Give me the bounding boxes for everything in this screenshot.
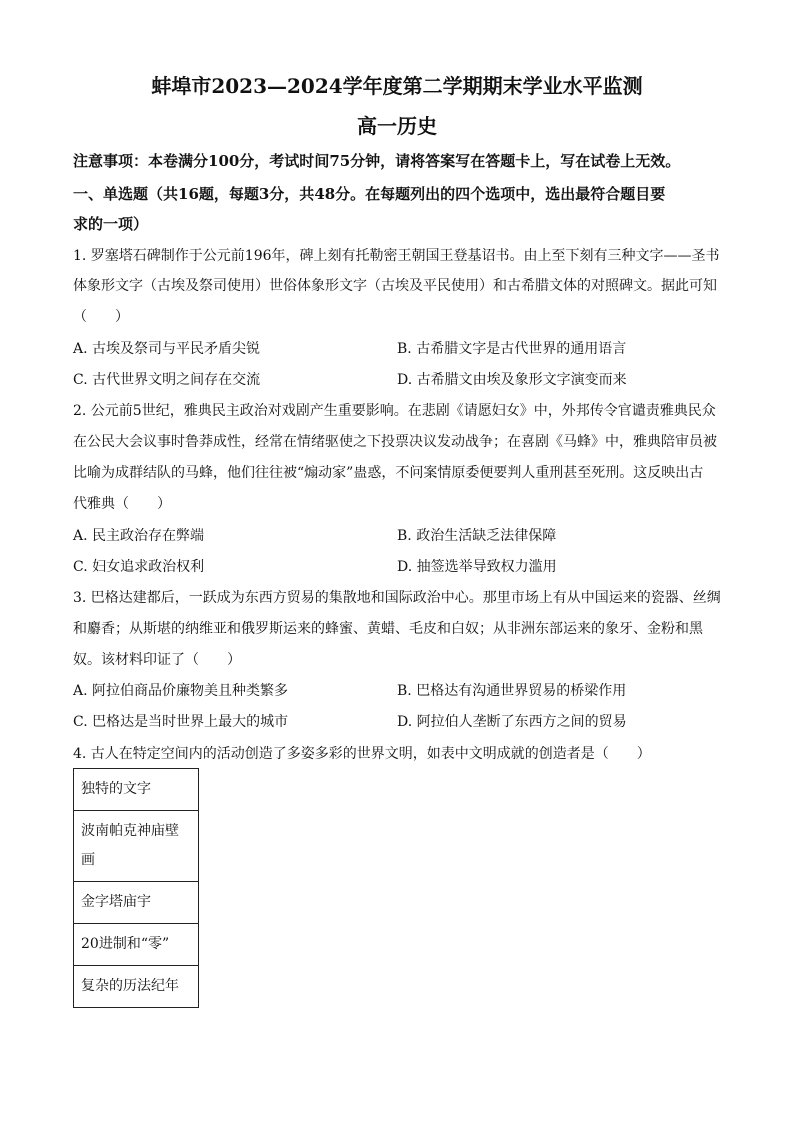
q3-option-c: C. 巴格达是当时世界上最大的城市 [73, 714, 289, 730]
q1-stem-line-1: 1. 罗塞塔石碑制作于公元前196年，碑上刻有托勒密王朝国王登基诏书。由上至下刻有三种文字——圣书 [73, 248, 720, 264]
subject-title: 高一历史 [357, 114, 437, 138]
table-row [74, 811, 199, 882]
q1-option-b: B. 古希腊文字是古代世界的通用语言 [397, 341, 627, 357]
table-cell: 波南帕克神庙壁画 [74, 811, 199, 882]
q2-option-c: C. 妇女追求政治权利 [73, 559, 205, 575]
q3-option-d: D. 阿拉伯人垄断了东西方之间的贸易 [397, 714, 627, 730]
q2-stem-line-3: 比喻为成群结队的马蜂，他们往往被“煽动家”蛊惑，不问案情原委便要判人重刑甚至死刑。这反映出古 [73, 465, 704, 481]
table-row [74, 882, 199, 924]
q3-option-b: B. 巴格达有沟通世界贸易的桥梁作用 [397, 683, 627, 699]
section-heading-line-1: 一、单选题（共16题，每题3分，共48分。在每题列出的四个选项中，选出最符合题目要 [73, 185, 666, 203]
q4-stem-line-1: 4. 古人在特定空间内的活动创造了多姿多彩的世界文明，如表中文明成就的创造者是（ ） [73, 746, 651, 762]
q2-stem-line-1: 2. 公元前5世纪，雅典民主政治对戏剧产生重要影响。在悲剧《请愿妇女》中，外邦传令官谴责雅典民众 [73, 403, 716, 419]
section-heading-line-2: 求的一项） [73, 215, 149, 233]
table-cell: 复杂的历法纪年 [74, 966, 199, 1008]
q2-option-a: A. 民主政治存在弊端 [73, 528, 205, 544]
q1-stem-line-2: 体象形文字（古埃及祭司使用）世俗体象形文字（古埃及平民使用）和古希腊文体的对照碑文。据此可知 [73, 278, 717, 294]
civilization-achievements-table [73, 768, 199, 1008]
q2-option-d: D. 抽签选举导致权力滥用 [397, 559, 557, 575]
table-cell: 20进制和“零” [74, 924, 199, 966]
q2-option-b: B. 政治生活缺乏法律保障 [397, 528, 557, 544]
q3-option-a: A. 阿拉伯商品价廉物美且种类繁多 [73, 683, 289, 699]
table-cell: 独特的文字 [74, 769, 199, 811]
exam-title: 蚌埠市2023—2024学年度第二学期期末学业水平监测 [151, 74, 643, 98]
q1-stem-line-3: （ ） [73, 309, 129, 325]
table-row [74, 966, 199, 1008]
q2-stem-line-2: 在公民大会议事时鲁莽成性，经常在情绪驱使之下投票决议发动战争；在喜剧《马蜂》中，雅典陪审员被 [73, 434, 717, 450]
q3-stem-line-1: 3. 巴格达建都后，一跃成为东西方贸易的集散地和国际政治中心。那里市场上有从中国运来的瓷器、丝绸 [73, 590, 721, 606]
table-row [74, 769, 199, 811]
table-row [74, 924, 199, 966]
q3-stem-line-2: 和麝香；从斯堪的纳维亚和俄罗斯运来的蜂蜜、黄蜡、毛皮和白奴；从非洲东部运来的象牙、金粉和黑 [73, 621, 703, 637]
notice-text: 注意事项：本卷满分100分，考试时间75分钟，请将答案写在答题卡上，写在试卷上无效。 [73, 152, 681, 170]
q2-stem-line-4: 代雅典（ ） [73, 496, 171, 512]
q3-stem-line-3: 奴。该材料印证了（ ） [73, 652, 241, 668]
q1-option-a: A. 古埃及祭司与平民矛盾尖锐 [73, 341, 261, 357]
q1-option-d: D. 古希腊文由埃及象形文字演变而来 [397, 372, 627, 388]
table-cell: 金字塔庙宇 [74, 882, 199, 924]
q1-option-c: C. 古代世界文明之间存在交流 [73, 372, 261, 388]
